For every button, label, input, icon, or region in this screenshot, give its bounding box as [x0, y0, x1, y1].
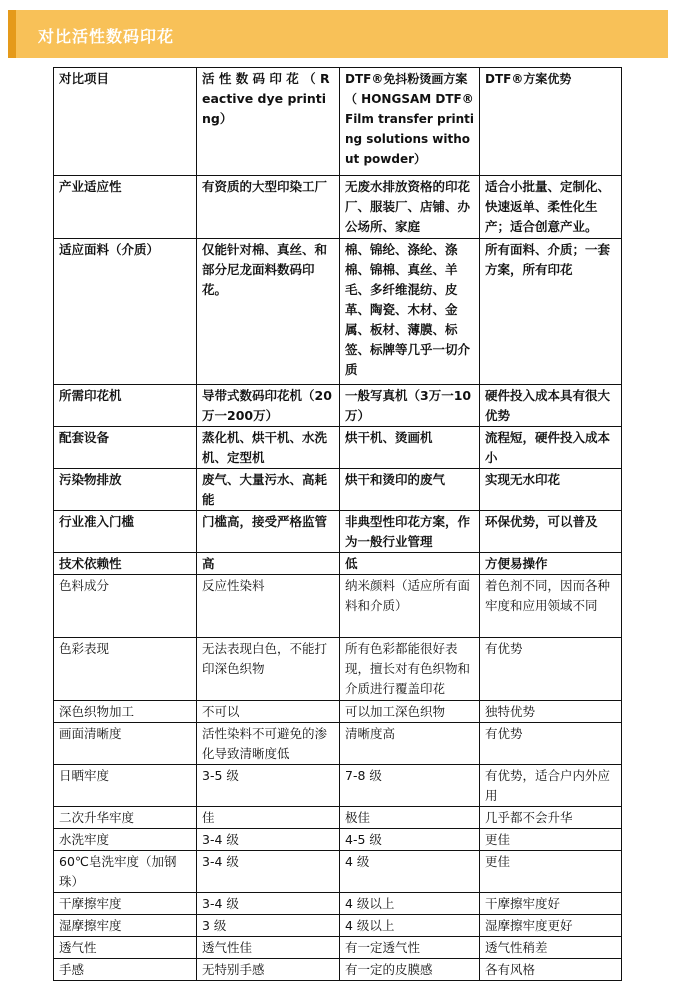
table-row	[54, 807, 622, 829]
table-cell: 适合小批量、定制化、快速返单、柔性化生产；适合创意产业。	[480, 176, 622, 239]
table-cell: 4-5 级	[340, 829, 480, 851]
table-cell: 仅能针对棉、真丝、和部分尼龙面料数码印花。	[197, 239, 340, 385]
table-cell: 可以加工深色织物	[340, 701, 480, 723]
header-cell: DTF®免抖粉烫画方案 （ HONGSAM DTF® Film transfer printing solutions without powder）	[340, 68, 480, 176]
row-label-cell: 水洗牢度	[54, 829, 197, 851]
table-cell: 干摩擦牢度好	[480, 893, 622, 915]
table-cell: 3 级	[197, 915, 340, 937]
row-label-cell: 行业准入门槛	[54, 511, 197, 553]
table-cell: 无废水排放资格的印花厂、服装厂、店铺、办公场所、家庭	[340, 176, 480, 239]
table-row	[54, 915, 622, 937]
table-cell: 有资质的大型印染工厂	[197, 176, 340, 239]
table-cell: 废气、大量污水、高耗能	[197, 469, 340, 511]
table-cell: 硬件投入成本具有很大优势	[480, 385, 622, 427]
table-cell: 几乎都不会升华	[480, 807, 622, 829]
row-label-cell: 产业适应性	[54, 176, 197, 239]
row-label-cell: 配套设备	[54, 427, 197, 469]
table-cell: 烘干机、烫画机	[340, 427, 480, 469]
table-cell: 烘干和烫印的废气	[340, 469, 480, 511]
table-cell: 一般写真机（3万一10万）	[340, 385, 480, 427]
table-header-row	[54, 68, 622, 176]
table-row	[54, 427, 622, 469]
table-cell: 无特别手感	[197, 959, 340, 981]
table-cell: 透气性佳	[197, 937, 340, 959]
table-cell: 清晰度高	[340, 723, 480, 765]
row-label-cell: 技术依赖性	[54, 553, 197, 575]
row-label-cell: 色彩表现	[54, 638, 197, 701]
table-cell: 独特优势	[480, 701, 622, 723]
table-cell: 3-4 级	[197, 893, 340, 915]
table-cell: 导带式数码印花机（20万一200万）	[197, 385, 340, 427]
row-label-cell: 二次升华牢度	[54, 807, 197, 829]
row-label-cell: 手感	[54, 959, 197, 981]
comparison-table	[53, 67, 622, 981]
table-row	[54, 553, 622, 575]
table-row	[54, 851, 622, 893]
table-cell: 湿摩擦牢度更好	[480, 915, 622, 937]
table-row	[54, 638, 622, 701]
table-cell: 7-8 级	[340, 765, 480, 807]
table-row	[54, 723, 622, 765]
table-cell: 透气性稍差	[480, 937, 622, 959]
header-cell: 对比项目	[54, 68, 197, 176]
table-row	[54, 176, 622, 239]
table-cell: 所有面料、介质；一套方案，所有印花	[480, 239, 622, 385]
table-row	[54, 385, 622, 427]
table-row	[54, 959, 622, 981]
table-cell: 着色剂不同，因而各种牢度和应用领域不同	[480, 575, 622, 638]
table-row	[54, 239, 622, 385]
table-cell: 不可以	[197, 701, 340, 723]
table-cell: 活性染料不可避免的渗化导致清晰度低	[197, 723, 340, 765]
row-label-cell: 污染物排放	[54, 469, 197, 511]
table-cell: 所有色彩都能很好表现，擅长对有色织物和介质进行覆盖印花	[340, 638, 480, 701]
table-cell: 环保优势，可以普及	[480, 511, 622, 553]
table-cell: 有优势，适合户内外应用	[480, 765, 622, 807]
table-cell: 4 级以上	[340, 893, 480, 915]
row-label-cell: 干摩擦牢度	[54, 893, 197, 915]
table-cell: 门槛高，接受严格监管	[197, 511, 340, 553]
table-row	[54, 575, 622, 638]
row-label-cell: 湿摩擦牢度	[54, 915, 197, 937]
table-cell: 低	[340, 553, 480, 575]
row-label-cell: 60℃皂洗牢度（加钢珠）	[54, 851, 197, 893]
table-row	[54, 511, 622, 553]
table-cell: 3-4 级	[197, 851, 340, 893]
table-cell: 4 级	[340, 851, 480, 893]
table-cell: 4 级以上	[340, 915, 480, 937]
table-cell: 3-5 级	[197, 765, 340, 807]
table-cell: 有一定的皮膜感	[340, 959, 480, 981]
table-cell: 有优势	[480, 723, 622, 765]
table-cell: 各有风格	[480, 959, 622, 981]
table-row	[54, 829, 622, 851]
table-cell: 更佳	[480, 851, 622, 893]
row-label-cell: 日晒牢度	[54, 765, 197, 807]
table-cell: 无法表现白色，不能打印深色织物	[197, 638, 340, 701]
row-label-cell: 深色织物加工	[54, 701, 197, 723]
row-label-cell: 透气性	[54, 937, 197, 959]
table-cell: 流程短，硬件投入成本小	[480, 427, 622, 469]
title-banner	[8, 10, 668, 58]
row-label-cell: 所需印花机	[54, 385, 197, 427]
row-label-cell: 画面清晰度	[54, 723, 197, 765]
row-label-cell: 色料成分	[54, 575, 197, 638]
header-cell: DTF®方案优势	[480, 68, 622, 176]
table-cell: 蒸化机、烘干机、水洗机、定型机	[197, 427, 340, 469]
table-cell: 方便易操作	[480, 553, 622, 575]
page-title: 对比活性数码印花	[38, 27, 175, 46]
table-cell: 有优势	[480, 638, 622, 701]
table-cell: 反应性染料	[197, 575, 340, 638]
table-row	[54, 937, 622, 959]
table-cell: 纳米颜料（适应所有面料和介质）	[340, 575, 480, 638]
table-cell: 佳	[197, 807, 340, 829]
table-cell: 更佳	[480, 829, 622, 851]
table-cell: 实现无水印花	[480, 469, 622, 511]
row-label-cell: 适应面料（介质）	[54, 239, 197, 385]
table-row	[54, 469, 622, 511]
table-cell: 3-4 级	[197, 829, 340, 851]
table-cell: 非典型性印花方案，作为一般行业管理	[340, 511, 480, 553]
table-row	[54, 701, 622, 723]
table-cell: 有一定透气性	[340, 937, 480, 959]
table-cell: 棉、锦纶、涤纶、涤棉、锦棉、真丝、羊毛、多纤维混纺、皮革、陶瓷、木材、金属、板材、薄膜、标签、标牌等几乎一切介质	[340, 239, 480, 385]
table-cell: 极佳	[340, 807, 480, 829]
header-cell: 活 性 数 码 印 花 （ Reactive dye printing）	[197, 68, 340, 176]
table-row	[54, 765, 622, 807]
table-cell: 高	[197, 553, 340, 575]
table-row	[54, 893, 622, 915]
